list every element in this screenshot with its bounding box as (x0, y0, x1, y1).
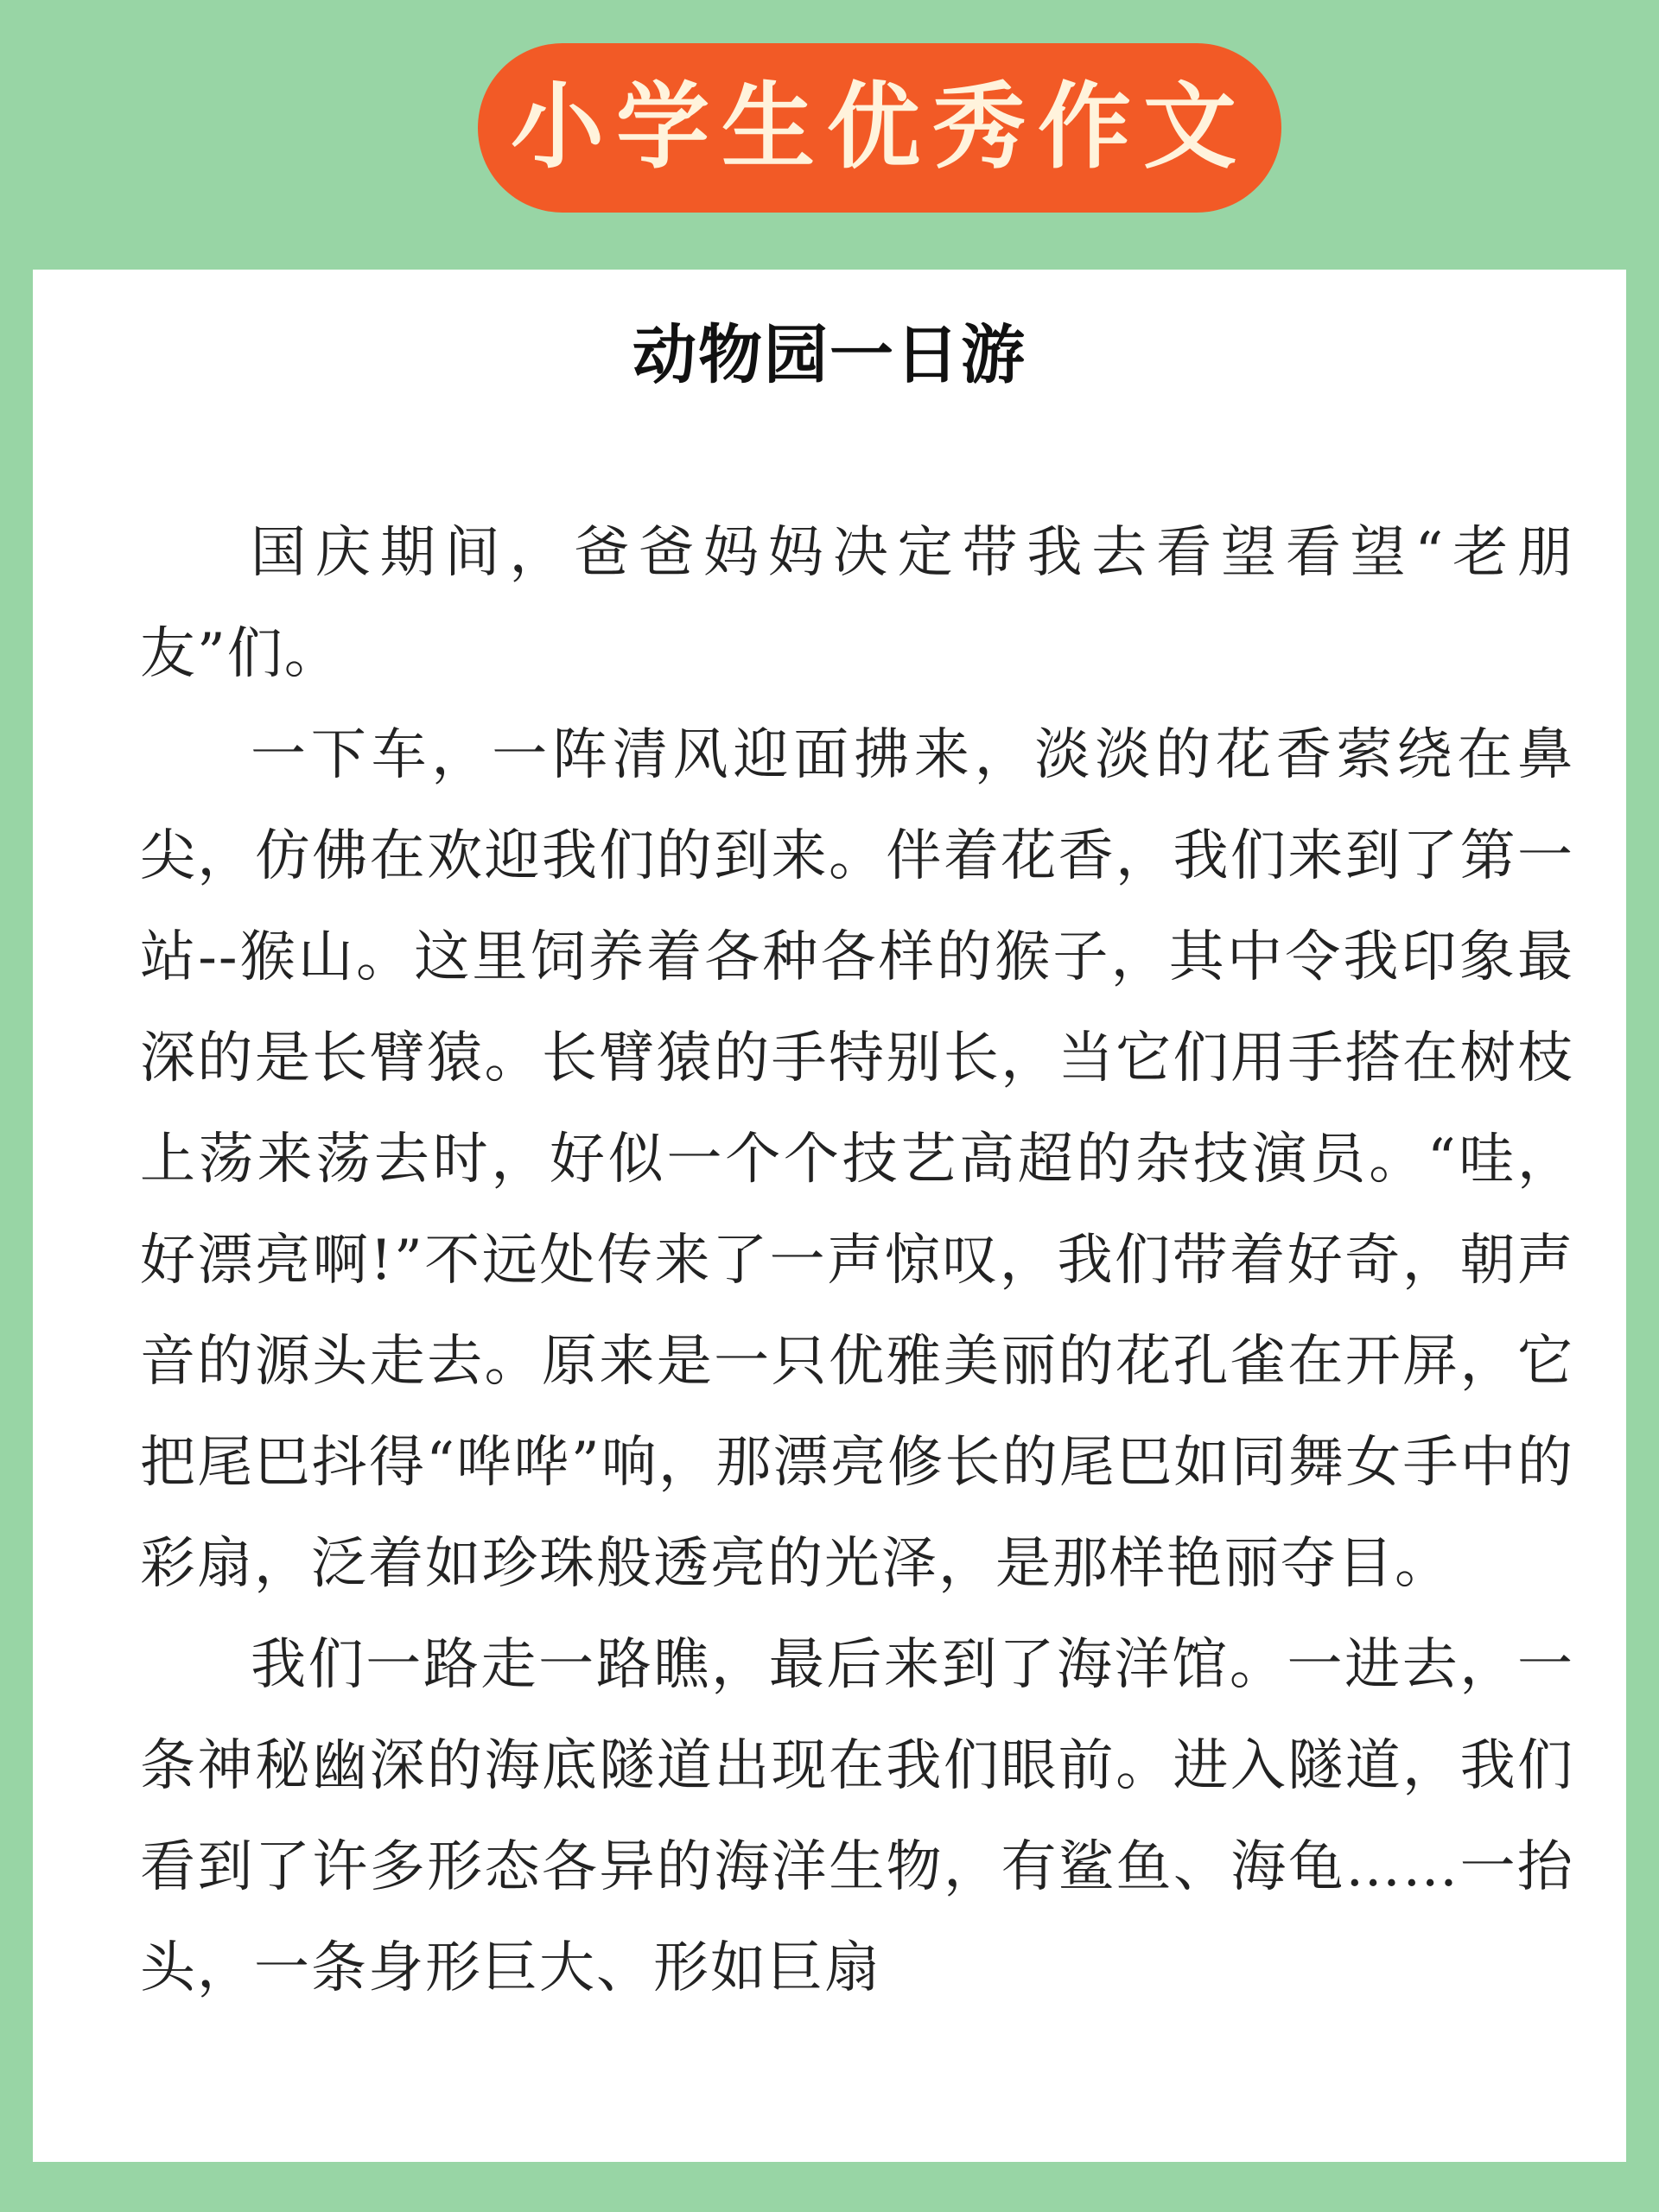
essay-title: 动物园一日游 (632, 318, 1027, 392)
essay-paragraph: 我们一路走一路瞧，最后来到了海洋馆。一进去，一条神秘幽深的海底隧道出现在我们眼前。进入隧道，我们看到了许多形态各异的海洋生物，有鲨鱼、海龟……一抬头，一条身形巨大、形如巨扇 (140, 1633, 1574, 2000)
essay-card (33, 270, 1626, 2162)
header-banner (478, 43, 1281, 213)
essay-body (140, 503, 1574, 2019)
essay-paragraph: 一下车，一阵清风迎面拂来，淡淡的花香萦绕在鼻尖，仿佛在欢迎我们的到来。伴着花香，我们来到了第一站--猴山。这里饲养着各种各样的猴子，其中令我印象最深的是长臂猿。长臂猿的手特别长，当它们用手搭在树枝上荡来荡去时，好似一个个技艺高超的杂技演员。“哇，好漂亮啊!”不远处传来了一声惊叹，我们带着好奇，朝声音的源头走去。原来是一只优雅美丽的花孔雀在开屏，它把尾巴抖得“哗哗”响，那漂亮修长的尾巴如同舞女手中的彩扇，泛着如珍珠般透亮的光泽，是那样艳丽夺目。 (140, 723, 1574, 1596)
essay-paragraph: 国庆期间，爸爸妈妈决定带我去看望看望“老朋友”们。 (140, 521, 1574, 686)
banner-title: 小学生优秀作文 (510, 73, 1249, 181)
